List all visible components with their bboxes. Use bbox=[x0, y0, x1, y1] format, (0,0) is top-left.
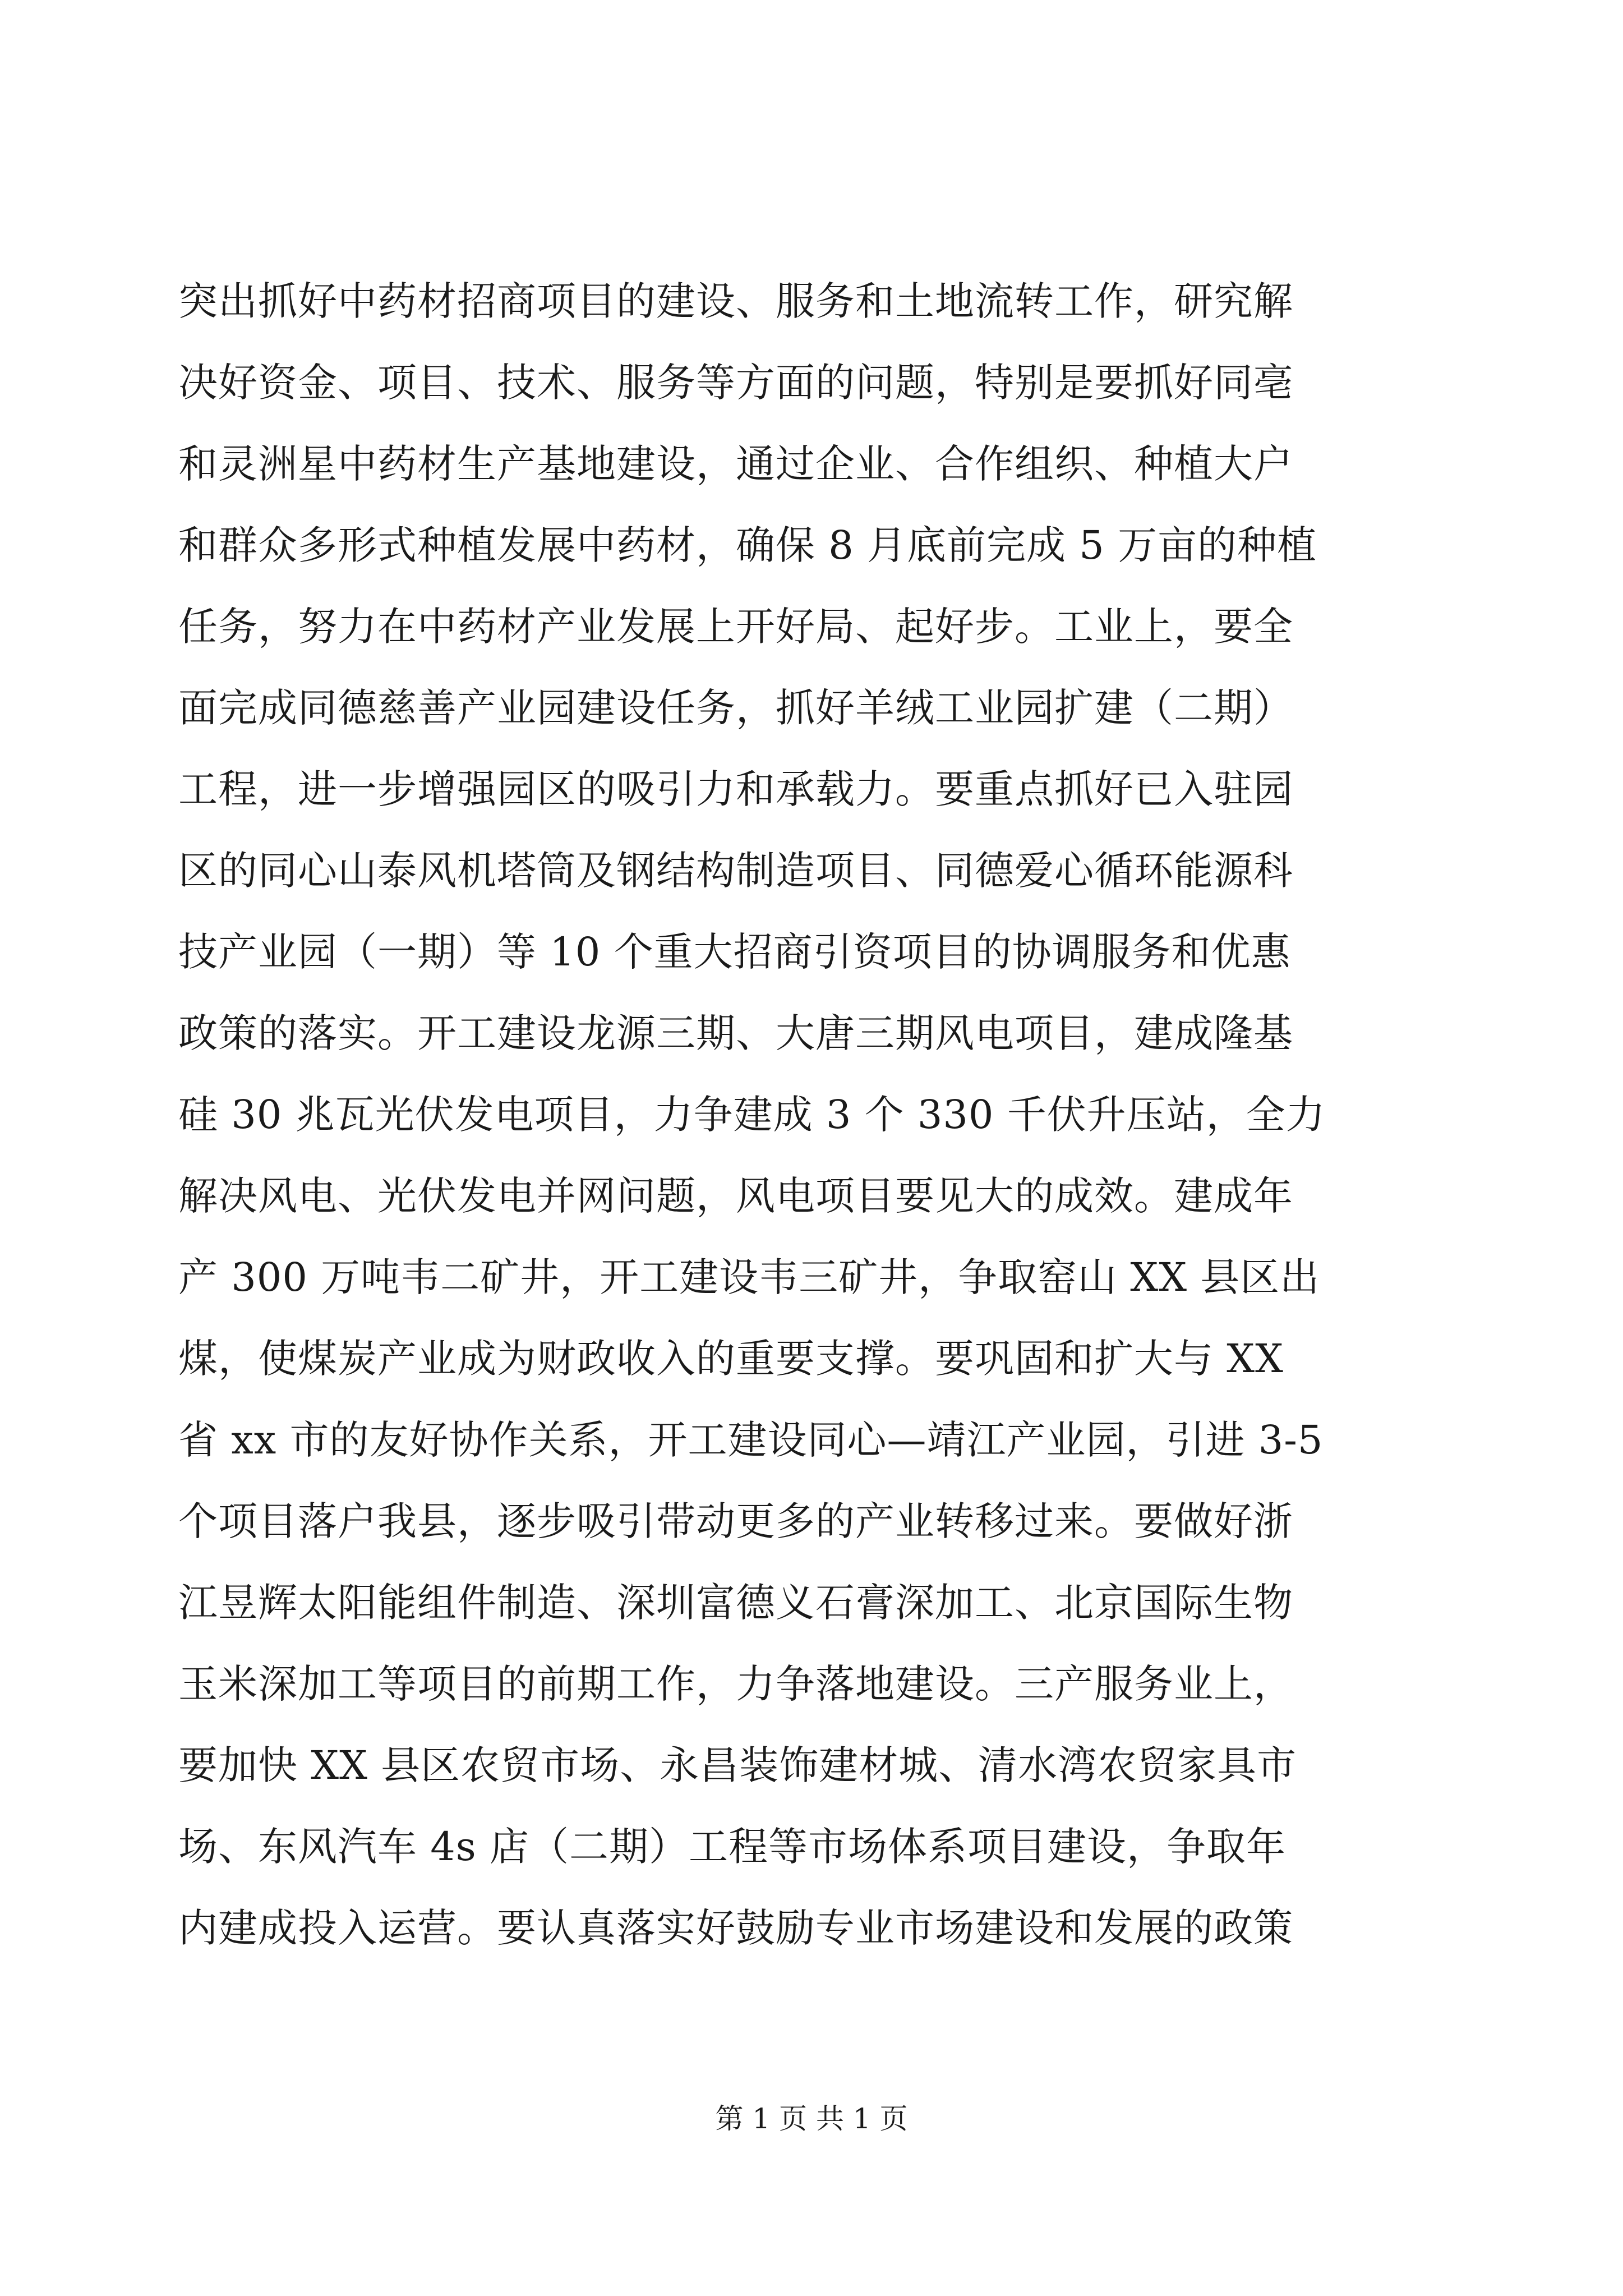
text-line: 面完成同德慈善产业园建设任务，抓好羊绒工业园扩建（二期） bbox=[178, 685, 1293, 731]
text-line: 任务，努力在中药材产业发展上开好局、起好步。工业上，要全 bbox=[178, 604, 1293, 650]
text-line: 内建成投入运营。要认真落实好鼓励专业市场建设和发展的政策 bbox=[178, 1905, 1293, 1951]
text-line: 和灵洲星中药材生产基地建设，通过企业、合作组织、种植大户 bbox=[178, 441, 1293, 487]
text-line: 要加快 XX 县区农贸市场、永昌装饰建材城、清水湾农贸家具市 bbox=[178, 1742, 1297, 1788]
body-paragraph bbox=[178, 261, 1435, 1969]
text-line: 产 300 万吨韦二矿井，开工建设韦三矿井，争取窑山 XX 县区出 bbox=[178, 1254, 1320, 1300]
text-line: 和群众多形式种植发展中药材，确保 8 月底前完成 5 万亩的种植 bbox=[178, 522, 1317, 568]
text-line: 技产业园（一期）等 10 个重大招商引资项目的协调服务和优惠 bbox=[178, 929, 1291, 975]
text-line: 玉米深加工等项目的前期工作，力争落地建设。三产服务业上， bbox=[178, 1661, 1293, 1707]
text-line: 硅 30 兆瓦光伏发电项目，力争建成 3 个 330 千伏升压站，全力 bbox=[178, 1092, 1326, 1138]
text-line: 工程，进一步增强园区的吸引力和承载力。要重点抓好已入驻园 bbox=[178, 766, 1293, 812]
text-line: 场、东风汽车 4s 店（二期）工程等市场体系项目建设，争取年 bbox=[178, 1824, 1286, 1870]
text-line: 突出抓好中药材招商项目的建设、服务和土地流转工作，研究解 bbox=[178, 278, 1293, 324]
text-line: 解决风电、光伏发电并网问题，风电项目要见大的成效。建成年 bbox=[178, 1173, 1293, 1219]
page-number-footer: 第 1 页 共 1 页 bbox=[715, 2102, 908, 2135]
text-line: 江昱辉太阳能组件制造、深圳富德义石膏深加工、北京国际生物 bbox=[178, 1580, 1293, 1626]
text-line: 政策的落实。开工建设龙源三期、大唐三期风电项目，建成隆基 bbox=[178, 1010, 1293, 1056]
text-line: 个项目落户我县，逐步吸引带动更多的产业转移过来。要做好浙 bbox=[178, 1498, 1293, 1544]
text-line: 省 xx 市的友好协作关系，开工建设同心—靖江产业园，引进 3-5 bbox=[178, 1417, 1324, 1463]
text-line: 煤，使煤炭产业成为财政收入的重要支撑。要巩固和扩大与 XX bbox=[178, 1336, 1284, 1382]
text-line: 区的同心山泰风机塔筒及钢结构制造项目、同德爱心循环能源科 bbox=[178, 848, 1293, 894]
text-line: 决好资金、项目、技术、服务等方面的问题，特别是要抓好同亳 bbox=[178, 360, 1293, 406]
